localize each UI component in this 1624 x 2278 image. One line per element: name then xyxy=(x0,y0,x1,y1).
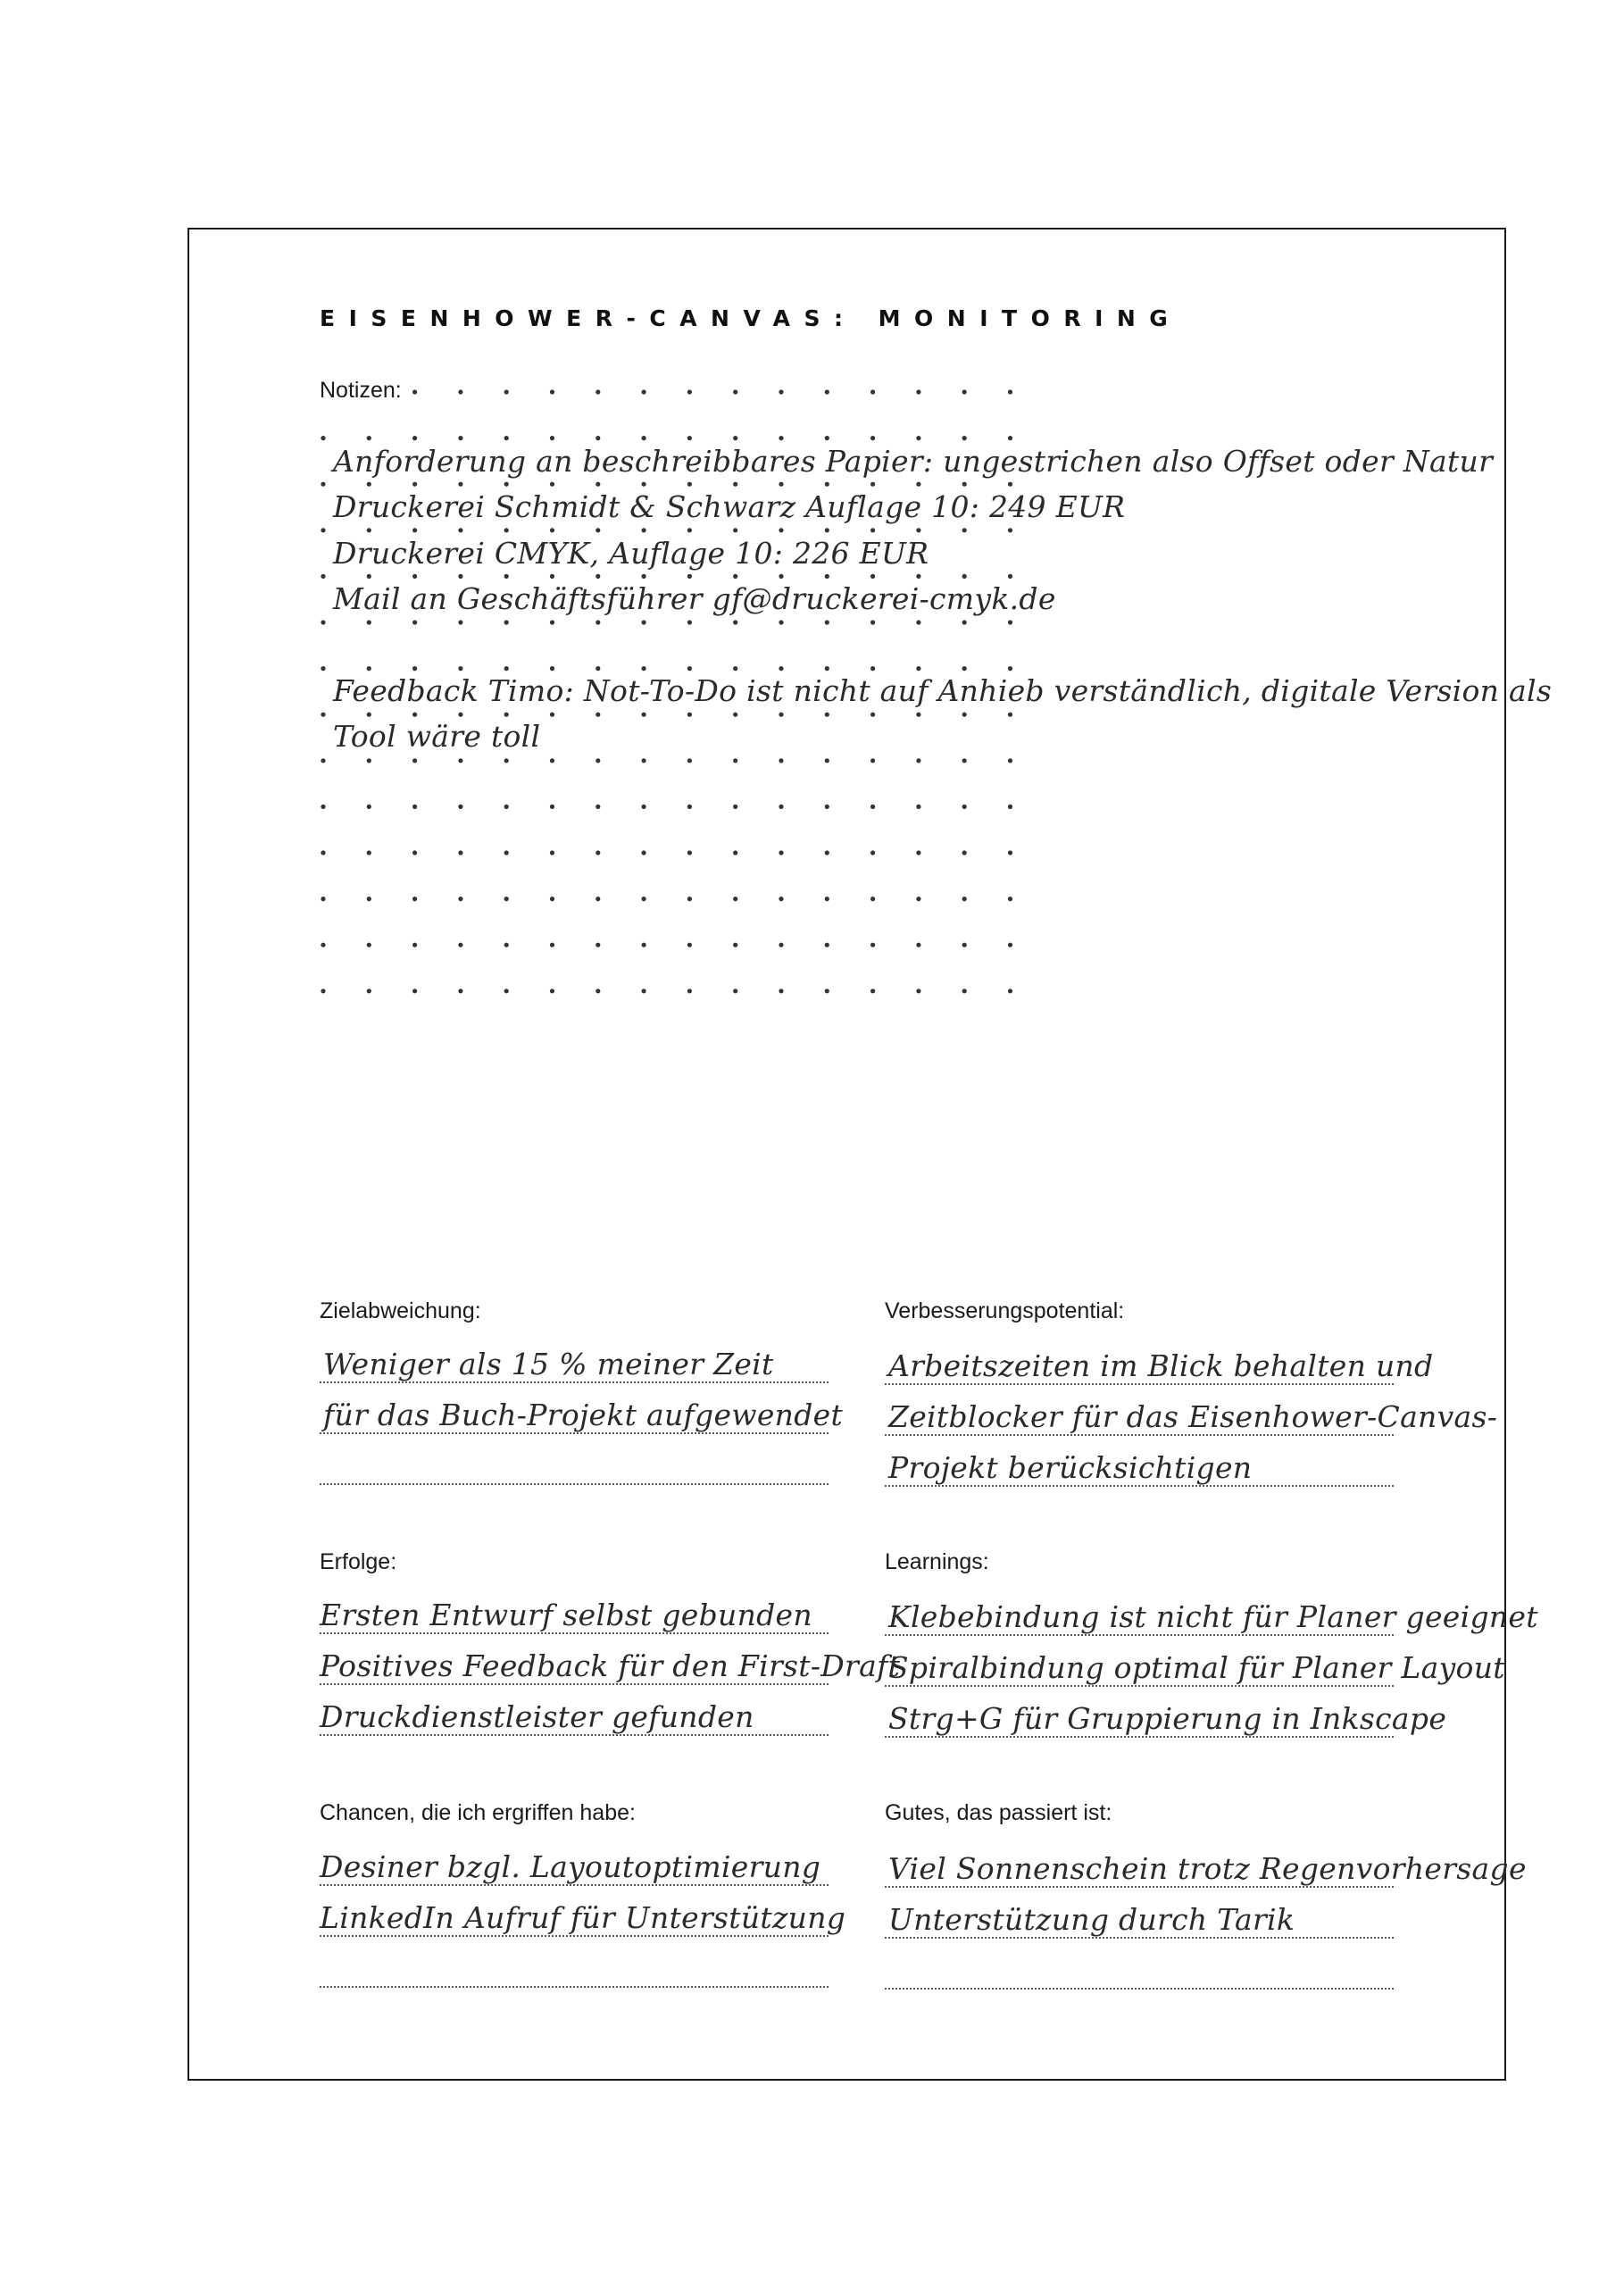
section-entry: LinkedIn Aufruf für Unterstützung xyxy=(320,1900,846,1935)
section-entry: Positives Feedback für den First-Draft xyxy=(320,1648,901,1683)
section-label-gutes: Gutes, das passiert ist: xyxy=(885,1800,1112,1825)
entry-line xyxy=(885,1886,1394,1888)
note-line: Mail an Geschäftsführer gf@druckerei-cmyk.de xyxy=(333,581,1056,616)
section-entry: Spiralbindung optimal für Planer Layout xyxy=(888,1650,1505,1685)
section-label-chancen: Chancen, die ich ergriffen habe: xyxy=(320,1800,636,1825)
entry-line xyxy=(885,1634,1394,1636)
entry-line xyxy=(885,1937,1394,1939)
entry-line xyxy=(320,1632,829,1634)
entry-line xyxy=(885,1383,1394,1385)
entry-line xyxy=(885,1736,1394,1738)
entry-line xyxy=(885,1685,1394,1687)
section-label-learnings: Learnings: xyxy=(885,1549,989,1574)
entry-line xyxy=(320,1432,829,1434)
section-entry: Klebebindung ist nicht für Planer geeignet xyxy=(888,1599,1538,1634)
section-entry: Strg+G für Gruppierung in Inkscape xyxy=(888,1701,1447,1736)
entry-line xyxy=(320,1884,829,1886)
section-entry: Desiner bzgl. Layoutoptimierung xyxy=(320,1849,821,1884)
entry-line xyxy=(320,1734,829,1736)
note-line: Druckerei CMYK, Auflage 10: 226 EUR xyxy=(333,536,929,571)
notes-label: Notizen: xyxy=(320,378,402,403)
section-entry: Viel Sonnenschein trotz Regenvorhersage xyxy=(888,1851,1527,1886)
entry-line xyxy=(320,1683,829,1685)
note-line: Druckerei Schmidt & Schwarz Auflage 10: 249 EUR xyxy=(333,489,1126,524)
section-label-erfolge: Erfolge: xyxy=(320,1549,397,1574)
section-label-verbesserungspotential: Verbesserungspotential: xyxy=(885,1298,1125,1323)
section-entry: Weniger als 15 % meiner Zeit xyxy=(323,1347,774,1381)
section-entry: Ersten Entwurf selbst gebunden xyxy=(320,1598,812,1632)
note-line: Anforderung an beschreibbares Papier: ungestrichen also Offset oder Natur xyxy=(333,444,1494,479)
entry-line xyxy=(885,1988,1394,1990)
section-entry: Druckdienstleister gefunden xyxy=(320,1699,754,1734)
section-entry: Arbeitszeiten im Blick behalten und xyxy=(888,1348,1434,1383)
page-title: EISENHOWER-CANVAS: MONITORING xyxy=(320,305,1182,331)
entry-line xyxy=(885,1485,1394,1487)
section-entry: Zeitblocker für das Eisenhower-Canvas- xyxy=(888,1399,1498,1434)
section-entry: Unterstützung durch Tarik xyxy=(888,1902,1295,1937)
entry-line xyxy=(320,1381,829,1383)
entry-line xyxy=(320,1986,829,1988)
section-entry: Projekt berücksichtigen xyxy=(888,1450,1253,1485)
entry-line xyxy=(320,1935,829,1937)
section-label-zielabweichung: Zielabweichung: xyxy=(320,1298,481,1323)
entry-line xyxy=(885,1434,1394,1436)
note-line: Tool wäre toll xyxy=(333,719,541,754)
section-entry: für das Buch-Projekt aufgewendet xyxy=(323,1398,844,1432)
entry-line xyxy=(320,1483,829,1485)
note-line: Feedback Timo: Not-To-Do ist nicht auf Anhieb verständlich, digitale Version als xyxy=(333,673,1553,708)
